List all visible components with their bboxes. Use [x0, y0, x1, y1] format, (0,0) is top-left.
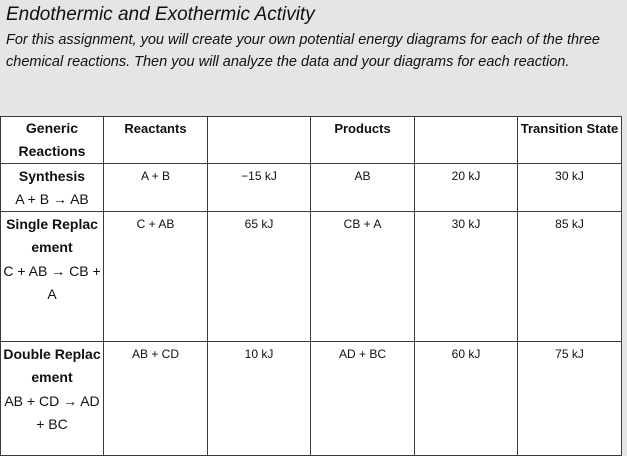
reaction-name-cell [1, 212, 104, 342]
reactions-table [0, 116, 622, 456]
reaction-equation: C + AB → CB + A [3, 263, 101, 302]
reaction-name-cell [1, 342, 104, 456]
products-energy-cell: 20 kJ [415, 164, 518, 212]
transition-state-cell: 75 kJ [518, 342, 622, 456]
assignment-instructions: For this assignment, you will create your own potential energy diagrams for each of the three chemical reactions. Then you will analyze the data and your diagrams for each reaction. [6, 32, 600, 70]
reaction-name-cell [1, 164, 104, 212]
reactants-cell: A + B [104, 164, 208, 212]
reaction-equation: AB + CD → AD + BC [4, 393, 100, 432]
header-transition-state: Transition State [518, 117, 622, 164]
products-cell: AD + BC [311, 342, 415, 456]
reaction-name: Synthesis [18, 168, 86, 184]
table-row [1, 212, 622, 342]
header-products: Products [311, 117, 415, 164]
products-energy-cell: 30 kJ [415, 212, 518, 342]
reactants-cell: AB + CD [104, 342, 208, 456]
reaction-equation: A + B → AB [15, 191, 89, 207]
reactants-energy-cell: −15 kJ [208, 164, 311, 212]
header-products-energy [415, 117, 518, 164]
header-reactants: Reactants [104, 117, 208, 164]
header-reactants-energy [208, 117, 311, 164]
document-header [6, 3, 621, 73]
products-cell: AB [311, 164, 415, 212]
header-generic-reactions: Generic Reactions [1, 117, 104, 164]
products-energy-cell: 60 kJ [415, 342, 518, 456]
document-title: Endothermic and Exothermic Activity [6, 4, 315, 25]
reaction-name: Single Replacement [6, 216, 98, 255]
reactants-cell: C + AB [104, 212, 208, 342]
reactants-energy-cell: 65 kJ [208, 212, 311, 342]
transition-state-cell: 30 kJ [518, 164, 622, 212]
table-row [1, 164, 622, 212]
products-cell: CB + A [311, 212, 415, 342]
reaction-name: Double Replacement [3, 346, 101, 385]
reactants-energy-cell: 10 kJ [208, 342, 311, 456]
table-row [1, 342, 622, 456]
transition-state-cell: 85 kJ [518, 212, 622, 342]
table-header-row [1, 117, 622, 164]
